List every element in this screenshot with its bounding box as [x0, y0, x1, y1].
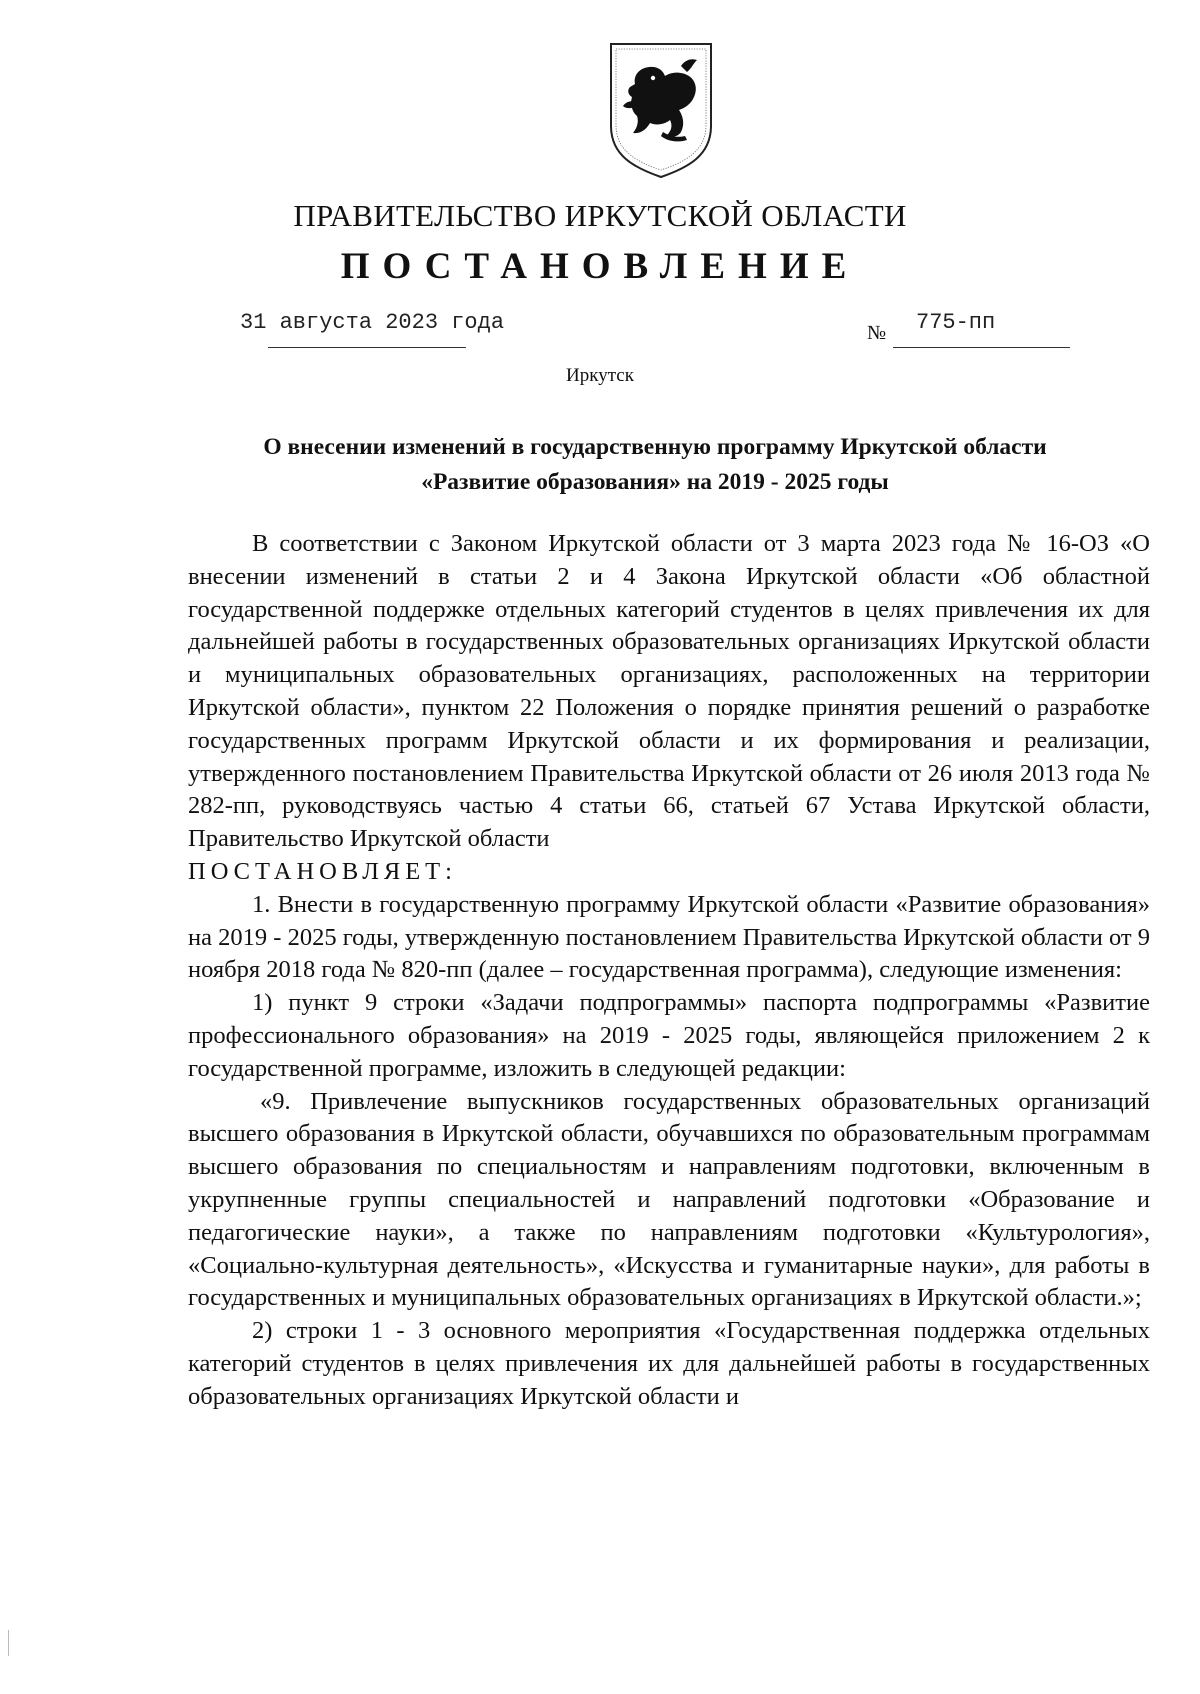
preamble-paragraph: В соответствии с Законом Иркутской области от 3 марта 2023 года № 16-ОЗ «О внесении изменений в статьи 2 и 4 Закона Иркутской области «Об областной государственной поддержке отдельных категорий студентов в целях привлечения их для дальнейшей работы в государственных образовательных организациях Иркутской области и муниципальных образовательных организациях, расположенных на территории Иркутской области», пунктом 22 Положения о порядке принятия решений о разработке государственных программ Иркутской области и их формирования и реализации, утвержденного постановлением Правительства Иркутской области от 26 июля 2013 года № 282-пп, руководствуясь частью 4 статьи 66, статьей 67 Устава Иркутской области, Правительство Иркутской области	[188, 530, 1150, 853]
heading-line-1: О внесении изменений в государственную программу Иркутской области	[263, 434, 1047, 460]
item-1-1-paragraph: 1) пункт 9 строки «Задачи подпрограммы» паспорта подпрограммы «Развитие профессионального образования» на 2019 - 2025 годы, являющейся приложением 2 к государственной программе, изложить в следующей редакции:	[188, 989, 1150, 1082]
document-number: 775-пп	[916, 310, 996, 335]
scan-margin-mark	[8, 1630, 9, 1656]
quoted-task-paragraph: «9. Привлечение выпускников государственных образовательных организаций высшего образования в Иркутской области, обучавшихся по образовательным программам высшего образования по специальностям и направлениям подготовки, включенным в укрупненные группы специальностей и направлений подготовки «Образование и педагогические науки», а также по направлениям подготовки «Культурология», «Социально-культурная деятельность», «Искусства и гуманитарные науки», для работы в государственных и муниципальных образовательных организациях в Иркутской области.»;	[188, 1087, 1150, 1312]
number-underline	[893, 347, 1070, 348]
heading-line-2: «Развитие образования» на 2019 - 2025 годы	[421, 469, 889, 495]
item-1-paragraph: 1. Внести в государственную программу Иркутской области «Развитие образования» на 2019 - 2025 годы, утвержденную постановлением Правительства Иркутской области от 9 ноября 2018 года № 820-пп (далее – государственная программа), следующие изменения:	[188, 890, 1150, 984]
city-name: Иркутск	[566, 365, 634, 386]
number-sign: №	[867, 322, 887, 344]
decree-word: ПОСТАНОВЛЯЕТ:	[188, 857, 457, 885]
item-1-2-paragraph: 2) строки 1 - 3 основного мероприятия «Государственная поддержка отдельных категорий студентов в целях привлечения их для дальнейшей работы в государственных образовательных организациях Иркутской области и	[188, 1317, 1150, 1410]
date-underline	[268, 347, 466, 348]
government-title: ПРАВИТЕЛЬСТВО ИРКУТСКОЙ ОБЛАСТИ	[293, 198, 907, 233]
document-type-title: ПОСТАНОВЛЕНИЕ	[340, 246, 860, 287]
coat-of-arms-emblem	[605, 40, 717, 180]
document-heading	[160, 430, 1150, 500]
document-date: 31 августа 2023 года	[240, 310, 505, 335]
document-body	[188, 528, 1150, 1414]
